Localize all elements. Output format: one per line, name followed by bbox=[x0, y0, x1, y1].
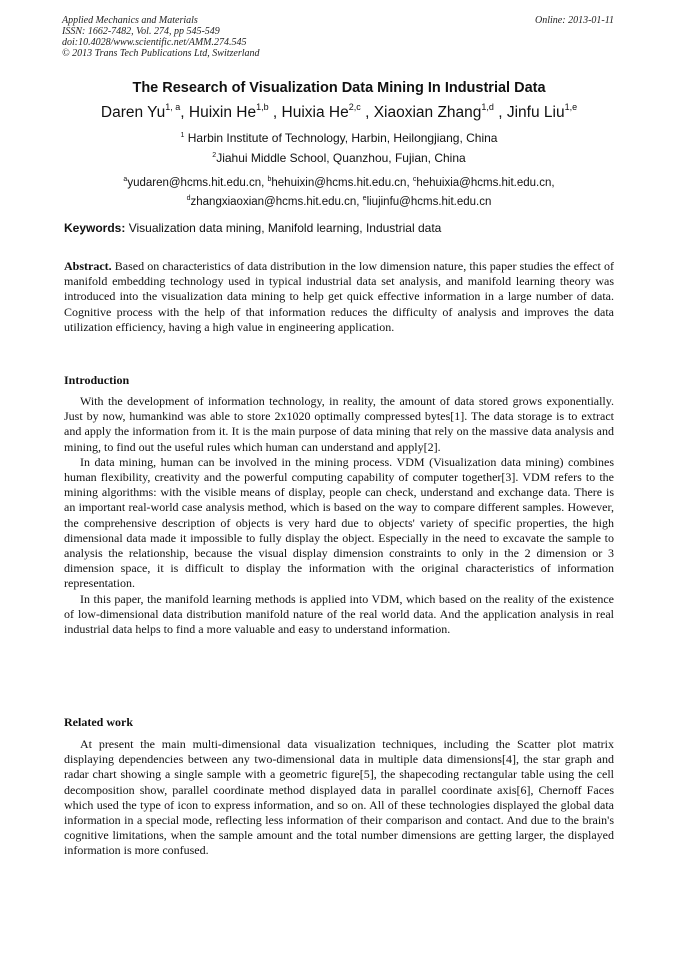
journal-header bbox=[62, 15, 260, 59]
author: Daren Yu$^{1, a}$, bbox=[100, 102, 189, 122]
affiliation-2: $^2$Jiahui Middle School, Quanzhou, Fujian, China bbox=[212, 151, 466, 165]
affiliation-1: $^1$ Harbin Institute of Technology, Harbin, Heilongjiang, China bbox=[180, 131, 498, 145]
email-link[interactable]: $^e$liujinfu@hcms.hit.edu.cn bbox=[362, 194, 492, 208]
author: Xiaoxian Zhang$^{1,d}$ , bbox=[373, 102, 507, 122]
author: Huixin He$^{1,b}$ , bbox=[188, 102, 282, 122]
paragraph: At present the main multi-dimensional data visualization techniques, including the Scatter plot matrix displaying dependencies between any two-dimensional data in multiple data dimensions[4], the star graph and radar chart showing a single sample with a geometric figure[5], the shapecoding rectangular table using the cell decomposition show, parallel coordinate method displayed data in parallel coordinate axis[6], Chernoff Faces which used the type of icon to express information, and so on. All of these technologies displayed the global data information in a special mode, reflecting less information of their comparison and contact. And due to the brain's cognitive limitations, when the sample amount and the total number dimensions are getting larger, the displayed information is more confused. bbox=[64, 737, 614, 858]
email-link[interactable]: $^c$hehuixia@hcms.hit.edu.cn, bbox=[412, 176, 555, 189]
section-heading-related-work: Related work bbox=[64, 715, 133, 729]
abstract-label: Abstract. bbox=[64, 259, 112, 273]
author: Huixia He$^{2,c}$ , bbox=[281, 102, 374, 122]
introduction-body bbox=[64, 394, 614, 637]
author-list bbox=[0, 103, 678, 122]
paragraph: In this paper, the manifold learning methods is applied into VDM, which based on the reality of the existence of low-dimensional data distribution manifold nature of the real world data. And the application analysis in real industrial data helps to find a more valuable and easy to understand information. bbox=[64, 591, 614, 637]
paper-title: The Research of Visualization Data Mining In Industrial Data bbox=[132, 80, 546, 96]
email-link[interactable]: $^b$hehuixin@hcms.hit.edu.cn, bbox=[267, 176, 413, 189]
abstract bbox=[64, 259, 614, 335]
keywords bbox=[64, 221, 441, 235]
paragraph: With the development of information technology, in reality, the amount of data stored grows exponentially. Just by now, humankind was able to store 2x1020 optimally compressed bytes[1]. The data storage is to extract and apply the information from it. It is the main purpose of data mining that rely on the massive data analysis and mining, to find out the useful rules which human can understand and apply[2]. bbox=[64, 394, 614, 454]
author: Jinfu Liu$^{1,e}$ bbox=[506, 102, 578, 122]
journal-name: Applied Mechanics and Materials bbox=[62, 15, 198, 26]
email-link[interactable]: $^d$zhangxiaoxian@hcms.hit.edu.cn, bbox=[186, 194, 363, 208]
keywords-text: Visualization data mining, Manifold learning, Industrial data bbox=[125, 221, 442, 235]
paragraph: In data mining, human can be involved in the mining process. VDM (Visualization data mining) combines human flexibility, creativity and the powerful computing capability of computer together[3]. VDM refers to the mining algorithms: with the visible means of display, people can check, understand and exchange data. There is an important real-world case analysis method, which is based on the way to compare different samples. However, the comprehensive description of objects is very hard due to objects' variety of specific properties, the high dimensional data made it impossible to fully display the object. Especially in the need to excavate the sample to analysis the relationship, because the visual display dimension constraints to only in the 2 dimension or 3 dimension space, it is difficult to display the information with the original characteristics of information representation. bbox=[64, 454, 614, 591]
online-date: Online: 2013-01-11 bbox=[535, 15, 614, 26]
keywords-label: Keywords: bbox=[64, 221, 126, 235]
doi-line: doi:10.4028/www.scientific.net/AMM.274.545 bbox=[62, 37, 247, 48]
related-work-body bbox=[64, 737, 614, 859]
email-link[interactable]: $^a$yudaren@hcms.hit.edu.cn, bbox=[123, 176, 268, 189]
abstract-text: Based on characteristics of data distribution in the low dimension nature, this paper studies the effect of manifold embedding technology used in typical industrial data set analysis, and manifold learning theory was introduced into the visualization data mining to help get quick effective information in a large number of data. Cognitive process with the help of that information reduces the difficulty of analysis and improves the data utilization efficiency, having a high value in engineering application. bbox=[64, 259, 614, 334]
issn-line: ISSN: 1662-7482, Vol. 274, pp 545-549 bbox=[62, 26, 220, 37]
email-list bbox=[0, 172, 678, 210]
copyright-line: © 2013 Trans Tech Publications Ltd, Switzerland bbox=[62, 48, 260, 59]
section-heading-introduction: Introduction bbox=[64, 373, 130, 387]
